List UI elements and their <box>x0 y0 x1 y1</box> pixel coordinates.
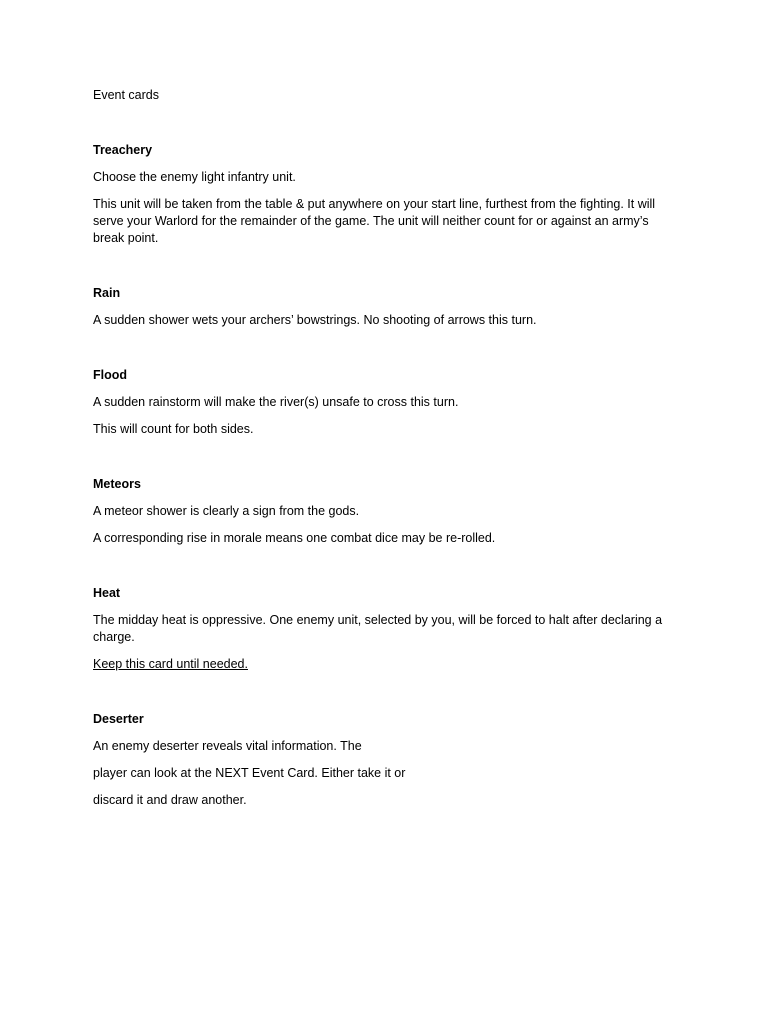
section-heading: Meteors <box>93 477 141 491</box>
section-deserter <box>93 711 683 809</box>
document-body <box>93 87 683 847</box>
section-rain <box>93 285 683 329</box>
section-paragraph: This will count for both sides. <box>93 422 254 436</box>
section-paragraph: A sudden rainstorm will make the river(s) unsafe to cross this turn. <box>93 395 459 409</box>
section-paragraph: An enemy deserter reveals vital information. The <box>93 739 362 753</box>
section-paragraph: A sudden shower wets your archers’ bowstrings. No shooting of arrows this turn. <box>93 313 537 327</box>
section-heading: Flood <box>93 368 128 382</box>
section-paragraph: A corresponding rise in morale means one combat dice may be re-rolled. <box>93 531 496 545</box>
section-paragraph: The midday heat is oppressive. One enemy unit, selected by you, will be forced to halt after declaring a charge. <box>93 613 663 644</box>
section-paragraph: This unit will be taken from the table & put anywhere on your start line, furthest from the fighting. It will serve your Warlord for the remainder of the game. The unit will neither count for or against an army’s break point. <box>93 197 656 245</box>
keep-card-note: Keep this card until needed. <box>93 657 248 671</box>
section-meteors <box>93 476 683 547</box>
section-heading: Rain <box>93 286 121 300</box>
document-title: Event cards <box>93 88 160 102</box>
section-heat <box>93 585 683 673</box>
section-paragraph: Choose the enemy light infantry unit. <box>93 170 296 184</box>
section-heading: Deserter <box>93 712 144 726</box>
section-flood <box>93 367 683 438</box>
section-heading: Treachery <box>93 143 153 157</box>
section-heading: Heat <box>93 586 121 600</box>
section-paragraph: A meteor shower is clearly a sign from the gods. <box>93 504 360 518</box>
section-paragraph: discard it and draw another. <box>93 793 247 807</box>
section-paragraph: player can look at the NEXT Event Card. Either take it or <box>93 766 406 780</box>
section-treachery <box>93 142 683 247</box>
